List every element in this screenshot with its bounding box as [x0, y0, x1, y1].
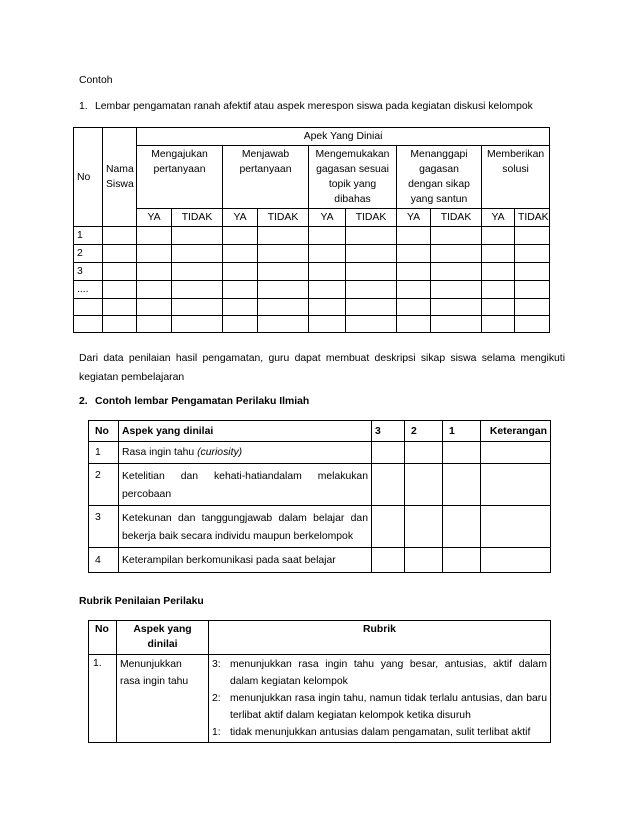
- aspect-header-1: [137, 146, 223, 209]
- table1-row-no: 3: [74, 263, 103, 281]
- aspect-3-line4: dibahas: [334, 194, 371, 205]
- table1-cell: [172, 281, 223, 299]
- table1-cell: [103, 281, 137, 299]
- table1-cell: [223, 299, 258, 316]
- rubrik-score: 3:: [212, 659, 221, 670]
- t3-no-header: No: [89, 621, 117, 655]
- table1-cell: [172, 263, 223, 281]
- table1-cell: [172, 227, 223, 245]
- rubrik-item: [212, 690, 547, 724]
- nama-line2: Siswa: [106, 179, 134, 190]
- t3-row-rubrik: [209, 655, 551, 743]
- table1-cell: [223, 263, 258, 281]
- table1-cell: [515, 227, 550, 245]
- table1-cell: [137, 227, 172, 245]
- t2-row-aspect: [119, 442, 372, 464]
- rubrik-item: [212, 656, 547, 690]
- table1-cell: [346, 263, 397, 281]
- table1-cell: [431, 316, 482, 333]
- table1-cell: [346, 245, 397, 263]
- t2-score-1-header: 1: [443, 421, 481, 442]
- aspect-header-4: [397, 146, 482, 209]
- aspect-4-line4: yang santun: [410, 194, 468, 205]
- t2-cell: [405, 548, 443, 573]
- t2-score-3-header: 3: [372, 421, 405, 442]
- item-2-number: 2.: [79, 396, 88, 407]
- rubrik-table: [88, 620, 551, 743]
- aspect-header-3: [309, 146, 397, 209]
- tidak-header: TIDAK: [431, 209, 482, 227]
- table1-cell: [515, 245, 550, 263]
- table1-cell: [258, 245, 309, 263]
- table1-cell: [515, 299, 550, 316]
- t2-row-aspect: Ketelitian dan kehati-hatiandalam melakukan percobaan: [119, 464, 372, 506]
- table1-cell: [137, 299, 172, 316]
- t2-aspect-header: Aspek yang dinilai: [119, 421, 372, 442]
- t3-row-no: 1.: [89, 655, 117, 743]
- afektif-observation-table: [73, 127, 550, 333]
- table1-cell: [172, 316, 223, 333]
- table1-nama-header: [103, 128, 137, 227]
- t3-rubrik-header: Rubrik: [209, 621, 551, 655]
- description-paragraph: Dari data penilaian hasil pengamatan, guru dapat membuat deskripsi sikap siswa selama mengikuti kegiatan pembelajaran: [79, 353, 565, 383]
- table1-row: [74, 245, 550, 263]
- table1-row: [74, 227, 550, 245]
- table1-cell: [137, 245, 172, 263]
- t2-cell: [481, 506, 551, 548]
- table1-cell: [137, 263, 172, 281]
- t2-cell: [443, 442, 481, 464]
- table1-row-no: [74, 316, 103, 333]
- table1-cell: [309, 245, 346, 263]
- table1-row: [74, 281, 550, 299]
- table1-cell: [346, 227, 397, 245]
- aspect-5-line2: solusi: [502, 164, 529, 175]
- aspect-4-line2: gagasan: [419, 164, 459, 175]
- table1-cell: [515, 316, 550, 333]
- table1-cell: [397, 316, 431, 333]
- t2-cell: [372, 464, 405, 506]
- aspect-header-5: [482, 146, 550, 209]
- table1-cell: [223, 245, 258, 263]
- table1-cell: [309, 316, 346, 333]
- t2-row-aspect: Ketekunan dan tanggungjawab dalam belajar dan bekerja baik secara individu maupun berkelompok: [119, 506, 372, 548]
- table1-cell: [258, 263, 309, 281]
- table1-cell: [137, 281, 172, 299]
- table1-cell: [482, 281, 515, 299]
- item-1-text: Lembar pengamatan ranah afektif atau aspek merespon siswa pada kegiatan diskusi kelompok: [95, 101, 533, 112]
- item-1-number: 1.: [79, 101, 88, 112]
- table1-cell: [103, 316, 137, 333]
- table1-cell: [515, 281, 550, 299]
- aspect-1-line2: pertanyaan: [153, 164, 206, 175]
- table1-cell: [223, 227, 258, 245]
- t2-cell: [372, 548, 405, 573]
- table1-cell: [397, 263, 431, 281]
- table1-cell: [103, 263, 137, 281]
- table1-cell: [258, 299, 309, 316]
- rubrik-text: tidak menunjukkan antusias dalam pengamatan, sulit terlibat aktif: [230, 727, 531, 738]
- t2-cell: [443, 548, 481, 573]
- t2-cell: [372, 442, 405, 464]
- table1-cell: [309, 299, 346, 316]
- ya-header: YA: [309, 209, 346, 227]
- table1-cell: [258, 316, 309, 333]
- table1-row-no: [74, 299, 103, 316]
- aspect-1-line1: Mengajukan: [151, 149, 208, 160]
- heading: Contoh: [79, 75, 113, 86]
- aspect-3-line3: topik yang: [328, 179, 377, 190]
- tidak-header: TIDAK: [258, 209, 309, 227]
- ya-header: YA: [223, 209, 258, 227]
- nama-line1: Nama: [106, 164, 134, 175]
- table1-row: [74, 316, 550, 333]
- table1-row-no: ....: [74, 281, 103, 299]
- table1-cell: [103, 245, 137, 263]
- aspect-3-line1: Mengemukakan: [315, 149, 390, 160]
- t2-no-header: No: [89, 421, 119, 442]
- table1-cell: [482, 263, 515, 281]
- t2-cell: [405, 442, 443, 464]
- t2-row-aspect-text: Rasa ingin tahu: [122, 447, 198, 458]
- t2-cell: [481, 548, 551, 573]
- table1-row-no: 1: [74, 227, 103, 245]
- table1-cell: [258, 227, 309, 245]
- rubrik-title: Rubrik Penilaian Perilaku: [79, 596, 204, 607]
- table1-cell: [346, 299, 397, 316]
- t2-cell: [481, 442, 551, 464]
- ya-header: YA: [482, 209, 515, 227]
- table1-cell: [397, 245, 431, 263]
- table1-cell: [309, 227, 346, 245]
- table1-row: [74, 299, 550, 316]
- table1-group-header: Apek Yang Diniai: [137, 128, 550, 146]
- table1-row: [74, 263, 550, 281]
- table1-cell: [258, 281, 309, 299]
- rubrik-text: menunjukkan rasa ingin tahu, namun tidak terlalu antusias, dan baru terlibat aktif dalam kegiatan kelompok ketika disuruh: [230, 693, 547, 721]
- aspect-4-line3: dengan sikap: [408, 179, 470, 190]
- rubrik-score: 1:: [212, 727, 221, 738]
- table1-cell: [346, 281, 397, 299]
- table1-cell: [137, 316, 172, 333]
- table1-cell: [431, 227, 482, 245]
- table1-cell: [103, 299, 137, 316]
- aspect-2-line2: pertanyaan: [239, 164, 292, 175]
- table1-cell: [397, 299, 431, 316]
- t3-row-aspect: Menunjukkan rasa ingin tahu: [117, 655, 209, 743]
- tidak-header: TIDAK: [346, 209, 397, 227]
- item-2-title: Contoh lembar Pengamatan Perilaku Ilmiah: [95, 396, 310, 407]
- rubrik-score: 2:: [212, 693, 221, 704]
- table1-cell: [482, 245, 515, 263]
- t2-cell: [405, 506, 443, 548]
- aspect-4-line1: Menanggapi: [410, 149, 468, 160]
- table1-cell: [397, 281, 431, 299]
- aspect-2-line1: Menjawab: [241, 149, 290, 160]
- table1-cell: [431, 299, 482, 316]
- t2-row-no: 4: [89, 548, 119, 573]
- perilaku-ilmiah-table: [88, 420, 551, 573]
- rubrik-item: [212, 724, 547, 741]
- table1-cell: [431, 281, 482, 299]
- table1-cell: [482, 299, 515, 316]
- t2-cell: [443, 464, 481, 506]
- aspect-header-2: [223, 146, 309, 209]
- t2-row-no: 2: [89, 464, 119, 506]
- table1-cell: [482, 227, 515, 245]
- table1-cell: [482, 316, 515, 333]
- table1-row-no: 2: [74, 245, 103, 263]
- aspect-3-line2: gagasan sesuai: [316, 164, 389, 175]
- t3-aspect-header: Aspek yang dinilai: [117, 621, 209, 655]
- table1-cell: [309, 263, 346, 281]
- table1-cell: [397, 227, 431, 245]
- t2-cell: [372, 506, 405, 548]
- ya-header: YA: [137, 209, 172, 227]
- t2-row-no: 3: [89, 506, 119, 548]
- t2-cell: [405, 464, 443, 506]
- table1-cell: [172, 245, 223, 263]
- aspect-5-line1: Memberikan: [486, 149, 545, 160]
- t2-cell: [481, 464, 551, 506]
- table1-cell: [103, 227, 137, 245]
- table1-cell: [172, 299, 223, 316]
- table1-cell: [223, 281, 258, 299]
- t2-score-2-header: 2: [405, 421, 443, 442]
- t2-row-no: 1: [89, 442, 119, 464]
- tidak-header: TIDAK: [515, 209, 550, 227]
- table1-cell: [431, 245, 482, 263]
- table1-no-header: No: [74, 128, 103, 227]
- table1-cell: [515, 263, 550, 281]
- t2-keterangan-header: Keterangan: [481, 421, 551, 442]
- table1-cell: [309, 281, 346, 299]
- t2-row-aspect: Keterampilan berkomunikasi pada saat belajar: [119, 548, 372, 573]
- ya-header: YA: [397, 209, 431, 227]
- rubrik-text: menunjukkan rasa ingin tahu yang besar, antusias, aktif dalam dalam kegiatan kelompok: [230, 659, 547, 687]
- tidak-header: TIDAK: [172, 209, 223, 227]
- t2-cell: [443, 506, 481, 548]
- table1-cell: [431, 263, 482, 281]
- t2-row-aspect-italic: (curiosity): [197, 447, 243, 458]
- table1-cell: [223, 316, 258, 333]
- table1-cell: [346, 316, 397, 333]
